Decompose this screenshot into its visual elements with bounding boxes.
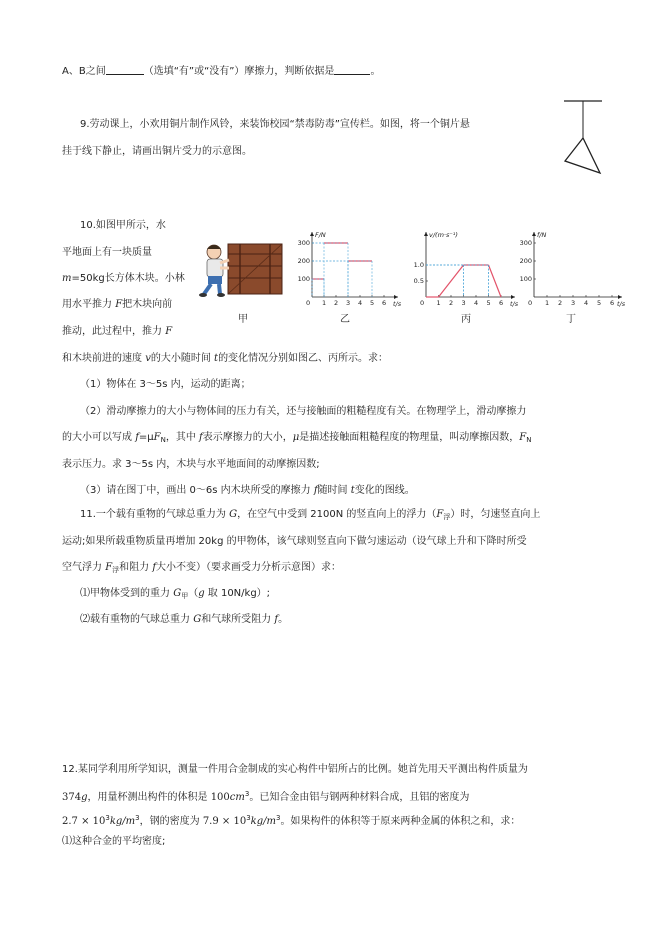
y-tick-label: 300	[519, 239, 532, 247]
q8-tail-line: A、B之间 （选填“有”或“没有”）摩擦力，判断依据是 。	[62, 66, 381, 77]
q12-line-2: 374g，用量杯测出构件的体积是 $100cm^3$。已知合金由铝与钢两种材料合成，且铝的密度为	[62, 790, 470, 803]
x-tick-label: 3	[461, 299, 466, 307]
figure-jia-illustration	[198, 238, 286, 300]
copper-plate	[565, 138, 600, 173]
origin-label: 0	[528, 299, 533, 307]
y-tick-label: 100	[519, 275, 532, 283]
figure-label-yi: 乙	[340, 314, 350, 325]
q8-blank-1[interactable]	[106, 64, 144, 75]
x-tick-label: 3	[346, 299, 351, 307]
x-axis-label: t/s	[617, 300, 626, 308]
x-tick-label: 3	[571, 299, 576, 307]
x-tick-label: 2	[449, 299, 454, 307]
x-axis-label: t/s	[393, 300, 402, 308]
y-axis-arrow	[424, 232, 428, 236]
q11-line-1: 11.一个载有重物的气球总重力为 G，在空气中受到 2100N 的竖直向上的浮力$(F_浮)$时，匀速竖直向上	[80, 509, 541, 521]
q10-line-1: 10.如图甲所示，水	[80, 220, 166, 231]
q11-line-2: 运动;如果所载重物质量再增加 20kg 的甲物体，该气球则竖直向下做匀速运动（设气球上升和下降时所受	[62, 536, 527, 547]
q9-line-2: 挂于线下静止，请画出铜片受力的示意图。	[62, 146, 252, 157]
q10-part-2-line-2: 的大小可以写成 $f=\mu F_N$，其中 f表示摩擦力的大小，μ是描述接触面粗糙程度的物理量，叫动摩擦因数，$F_N$	[62, 432, 532, 444]
wooden-crate	[228, 244, 282, 294]
chart-yi	[290, 228, 402, 312]
q11-part-2: ⑵载有重物的气球总重力 G和气球所受阻力 f。	[80, 614, 289, 625]
y-axis-label: f/N	[537, 231, 547, 239]
copper-plate-diagram	[560, 96, 610, 181]
q10-line-6: 和木块前进的速度 v的大小随时间 t的变化情况分别如图乙、丙所示。求：	[62, 353, 389, 364]
x-tick-label: 4	[474, 299, 479, 307]
x-tick-label: 4	[358, 299, 363, 307]
x-tick-label: 2	[334, 299, 339, 307]
x-tick-label: 6	[610, 299, 615, 307]
y-tick-label: 300	[297, 239, 310, 247]
x-tick-label: 1	[436, 299, 441, 307]
figure-label-jia: 甲	[238, 314, 248, 325]
chart-bing	[398, 228, 520, 312]
y-axis-arrow	[532, 232, 536, 236]
q8-blank-2[interactable]	[334, 64, 370, 75]
x-tick-label: 5	[486, 299, 491, 307]
origin-label: 0	[306, 299, 311, 307]
x-axis-label: t/s	[510, 300, 519, 308]
q12-line-1: 12.某同学利用所学知识，测量一件用合金制成的实心构件中铝所占的比例。她首先用天平测出构件质量为	[62, 764, 528, 775]
q12-part-1: ⑴这种合金的平均密度;	[62, 836, 166, 847]
y-tick-label: 200	[519, 257, 532, 265]
q11-line-3: 空气浮力 $F_浮$和阻力 f大小不变）（要求画受力分析示意图）求：	[62, 562, 342, 574]
y-axis-label: v/(m·s⁻¹)	[429, 231, 458, 239]
data-segment	[489, 265, 502, 297]
chart-ding	[512, 228, 626, 312]
y-tick-label: 100	[297, 275, 310, 283]
q10-line-5: 推动，此过程中，推力 F	[62, 326, 173, 337]
x-tick-label: 5	[370, 299, 375, 307]
x-tick-label: 6	[382, 299, 387, 307]
boy-figure	[199, 245, 229, 297]
x-tick-label: 5	[597, 299, 602, 307]
q10-part-2-line-1: （2）滑动摩擦力的大小与物体间的压力有关，还与接触面的粗糙程度有关。在物理学上，滑动摩擦力	[80, 406, 527, 417]
x-tick-label: 1	[545, 299, 550, 307]
q10-line-4: 用水平推力 F把木块向前	[62, 299, 173, 310]
y-tick-label: 1.0	[413, 261, 424, 269]
x-tick-label: 2	[558, 299, 563, 307]
x-tick-label: 4	[584, 299, 589, 307]
q11-part-1: ⑴甲物体受到的重力 $G_甲(g$ 取 10N/kg）;	[80, 588, 271, 600]
y-tick-label: 0.5	[413, 277, 424, 285]
figure-label-bing: 丙	[461, 314, 471, 325]
x-tick-label: 1	[322, 299, 327, 307]
figure-label-ding: 丁	[566, 314, 576, 325]
y-axis-label: F/N	[315, 231, 326, 239]
q10-part-2-line-3: 表示压力。求 3～5s 内，木块与水平地面间的动摩擦因数;	[62, 459, 320, 470]
q10-line-2: 平地面上有一块质量	[62, 247, 152, 258]
y-axis-arrow	[310, 232, 314, 236]
y-tick-label: 200	[297, 257, 310, 265]
x-axis-arrow	[618, 295, 622, 299]
data-segment	[439, 265, 464, 297]
q10-line-3: m=50kg长方体木块。小林	[62, 273, 185, 284]
q12-line-3: $2.7 \times 10^3kg/m^3$，钢的密度为 $7.9 \times 10^3kg/m^3$。如果构件的体积等于原来两种金属的体积之和，求：	[62, 814, 521, 827]
x-tick-label: 6	[499, 299, 504, 307]
q10-part-3: （3）请在图丁中，画出 0～6s 内木块所受的摩擦力 f随时间 t变化的图线。	[80, 485, 415, 496]
q10-part-1: （1）物体在 3～5s 内，运动的距离；	[80, 379, 251, 390]
origin-label: 0	[420, 299, 425, 307]
q9-line-1: 9.劳动课上，小欢用铜片制作风铃，来装饰校园“禁毒防毒”宣传栏。如图，将一个铜片悬	[80, 119, 470, 130]
